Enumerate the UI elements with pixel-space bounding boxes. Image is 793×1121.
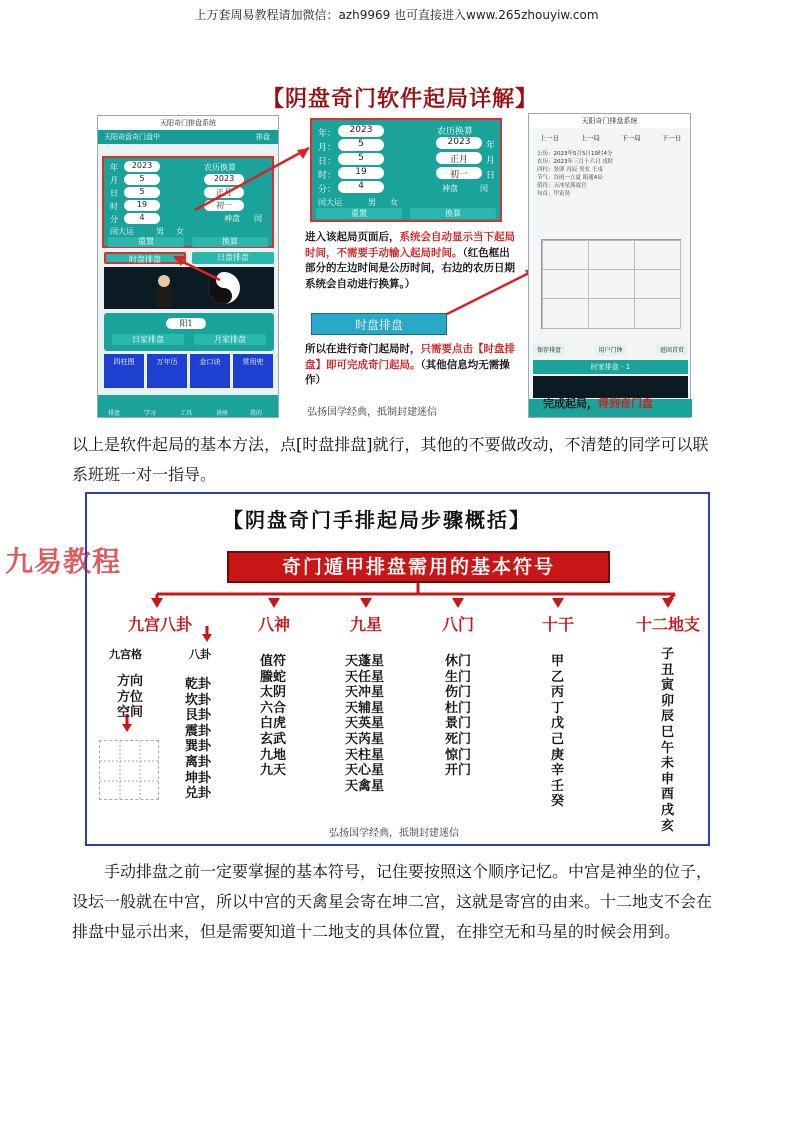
label-year: 年：: [318, 129, 337, 139]
door-item: 死门: [445, 731, 472, 747]
option-female[interactable]: 女: [176, 227, 184, 236]
label-hour: 时：: [318, 171, 337, 181]
qimen-chart-grid: [541, 239, 681, 329]
day-pan-button[interactable]: 日盘排盘: [192, 252, 274, 264]
stem-item: 甲: [551, 654, 565, 669]
category-eight-doors: 八门: [441, 615, 474, 634]
branch-item: 戌: [661, 802, 675, 818]
branch-item: 丑: [661, 662, 675, 678]
big-option-dayun[interactable]: 闰大运: [318, 198, 342, 207]
grid-lines: [100, 741, 160, 801]
palace-item: 方位: [117, 689, 144, 705]
tool-button-calendar[interactable]: 万年历: [147, 354, 187, 388]
door-item: 开门: [445, 763, 472, 779]
big-month-field[interactable]: 5: [338, 139, 384, 151]
god-item: 值符: [260, 654, 287, 669]
year-field[interactable]: 2023: [124, 161, 160, 172]
header-note: 上万套周易教程请加微信：azh9969 也可直接进入www.265zhouyiw.com: [194, 8, 599, 22]
tool-button-sizhu[interactable]: 四柱图: [104, 354, 144, 388]
big-convert-button[interactable]: 换算: [410, 208, 496, 219]
annotation-paragraph-1: [305, 230, 517, 292]
big-hour-field[interactable]: 19: [338, 167, 384, 179]
zoomed-date-form: [310, 118, 502, 222]
branch-item: 申: [661, 771, 675, 787]
prev-day-button[interactable]: 上一日: [539, 133, 560, 142]
star-item: 天芮星: [345, 731, 385, 747]
done-note-a: 完成起局，: [543, 397, 598, 410]
trigram-item: 巽卦: [185, 739, 212, 755]
unit-day: 日: [110, 189, 118, 198]
big-minute-field[interactable]: 4: [338, 181, 384, 193]
branch-item: 亥: [661, 818, 675, 834]
category-palace-trigram: 九宫八卦: [127, 615, 192, 634]
stem-item: 丙: [551, 685, 565, 701]
yuejia-pan-button[interactable]: 月家排盘: [194, 334, 266, 345]
trigram-item: 坤卦: [185, 770, 212, 786]
god-item: 玄武: [260, 731, 287, 747]
palace-items: [117, 674, 143, 721]
god-item: 太阴: [260, 685, 287, 701]
big-option-female[interactable]: 女: [390, 198, 398, 207]
lunar-label: 农历换算: [204, 163, 236, 172]
unit-minute: 分: [110, 215, 118, 224]
god-item: 白虎: [260, 716, 287, 732]
month-field[interactable]: 5: [124, 174, 160, 185]
result-nav: [529, 130, 692, 144]
app-title: 天阳奇门排盘系统: [98, 116, 278, 130]
info-line: 农历：2023年三月十六日 戌时: [537, 159, 614, 165]
time-pan-button-left[interactable]: 时盘排盘: [104, 252, 186, 264]
god-item: 螣蛇: [260, 669, 287, 685]
stem-item: 壬: [551, 778, 565, 794]
paragraph-2: 手动排盘之前一定要掌握的基本符号，记住要按照这个顺序记忆。中宫是神坐的位子，设坛一般就在中宫，所以中宫的天禽星会寄在坤二宫，这就是寄宫的由来。十二地支不会在排盘中显示出来，但是需要知道十二地支的具体位置，在排空无和马星的时候会用到。: [72, 862, 713, 941]
star-item: 天辅星: [345, 700, 385, 716]
label-minute: 分：: [318, 185, 337, 195]
stem-item: 己: [551, 731, 565, 747]
category-eight-gods: 八神: [257, 615, 290, 634]
big-option-shenpan[interactable]: 神盘: [442, 184, 458, 193]
category-ten-stems: 十干: [541, 615, 574, 634]
annotation-2a: 所以在进行奇门起局时，: [305, 343, 421, 355]
symbols-banner: 奇门遁甲排盘需用的基本符号: [227, 551, 610, 583]
home-button[interactable]: 返回首页: [656, 344, 688, 356]
big-unit-day: 日: [486, 171, 496, 181]
save-pan-button[interactable]: 保存排盘: [533, 344, 565, 356]
done-note: [543, 395, 653, 411]
branch-item: 卯: [661, 693, 675, 709]
god-item: 六合: [260, 700, 287, 716]
nine-stars-list: [345, 654, 384, 794]
nav-item-1[interactable]: 排盘: [108, 410, 121, 417]
label-month: 月：: [318, 143, 337, 153]
result-bar: 时家排盘 - 1: [533, 360, 688, 374]
annotation-1-red: 系统会自动显示当下起局时间，不需要手动输入起局时间。: [305, 231, 515, 259]
option-run[interactable]: 闰: [254, 214, 262, 223]
annotation-2-red: 只需要点击【时盘排盘】即可完成奇门起局。: [305, 343, 515, 371]
category-nine-stars: 九星: [349, 615, 382, 634]
app-tab-right: 排盘: [256, 133, 270, 141]
info-line: 节气：谷雨一立夏 阳遁4局: [537, 175, 603, 181]
palace-item: 方向: [117, 674, 144, 689]
stem-item: 戊: [551, 716, 565, 732]
lunar-year[interactable]: 2023: [204, 174, 244, 185]
star-item: 天英星: [345, 716, 385, 732]
trigram-item: 兑卦: [185, 786, 212, 802]
tool-button-jinkou[interactable]: 金口诀: [190, 354, 230, 388]
door-item: 休门: [445, 654, 472, 669]
door-item: 杜门: [445, 700, 472, 716]
branch-item: 辰: [661, 709, 675, 725]
trigram-item: 乾卦: [185, 677, 212, 692]
annotation-paragraph-2: [305, 342, 517, 389]
big-lunar-label: 农历换算: [437, 127, 474, 137]
nav-item-2[interactable]: 学习: [144, 410, 157, 417]
prev-ju-button[interactable]: 上一局: [580, 133, 600, 142]
big-option-run[interactable]: 闰: [480, 184, 488, 193]
branch-item: 巳: [661, 724, 675, 740]
day-field[interactable]: 5: [124, 187, 160, 198]
info-line: 四柱：癸卯 丙辰 癸亥 壬戌: [537, 167, 603, 173]
slogan-2: 弘扬国学经典，抵制封建迷信: [329, 828, 459, 839]
stem-item: 癸: [551, 794, 565, 810]
software-figure: [95, 80, 695, 425]
reset-button[interactable]: 重置: [108, 237, 184, 247]
door-item: 景门: [445, 716, 472, 732]
nav-item-5[interactable]: 我的: [250, 410, 263, 417]
result-actions: [533, 344, 688, 356]
branch-item: 午: [661, 740, 675, 756]
big-option-male[interactable]: 男: [368, 198, 376, 207]
option-dayun[interactable]: 闰大运: [110, 227, 134, 236]
door-item: 伤门: [445, 685, 472, 701]
right-phone-screenshot: [528, 113, 691, 418]
branch-item: 酉: [661, 787, 675, 803]
trigram-list: [185, 677, 211, 802]
next-ju-button[interactable]: 下一局: [621, 133, 641, 142]
star-item: 天禽星: [345, 778, 385, 794]
nav-item-3[interactable]: 工具: [180, 410, 193, 417]
option-shenpan[interactable]: 神盘: [224, 214, 240, 223]
trigram-item: 艮卦: [185, 708, 212, 724]
label-day: 日：: [318, 157, 337, 167]
symbols-figure: [85, 492, 710, 846]
category-twelve-branches: 十二地支: [635, 615, 700, 634]
nav-item-4[interactable]: 讲座: [216, 410, 229, 417]
god-item: 九天: [260, 763, 287, 779]
symbols-figure-title: 【阴盘奇门手排起局步骤概括】: [223, 508, 531, 532]
info-line: 公历：2023年5月5日19时4分: [537, 151, 613, 157]
minute-field[interactable]: 4: [124, 213, 160, 224]
eight-gods-list: [260, 654, 286, 779]
unit-month: 月: [110, 176, 118, 185]
slogan-1: 弘扬国学经典，抵制封建迷信: [307, 407, 437, 418]
big-year-field[interactable]: 2023: [338, 125, 384, 137]
pan-select[interactable]: 阳1: [166, 318, 206, 329]
big-lunar-month[interactable]: 正月: [436, 152, 482, 164]
nine-palace-grid: [99, 740, 159, 800]
branch-item: 未: [661, 756, 675, 772]
lunar-month[interactable]: 正月: [204, 187, 244, 198]
door-item: 惊门: [445, 747, 472, 763]
next-day-button[interactable]: 下一日: [661, 133, 682, 142]
god-item: 九地: [260, 747, 287, 763]
star-item: 天蓬星: [345, 654, 385, 669]
branch-item: 寅: [661, 678, 675, 694]
trigram-item: 离卦: [185, 754, 212, 770]
eight-doors-list: [445, 654, 471, 779]
big-lunar-day[interactable]: 初一: [436, 167, 482, 179]
ten-stems-list: [551, 654, 564, 810]
paragraph-1: 以上是软件起局的基本方法，点[时盘排盘]就行，其他的不要做改动，不清楚的同学可以联系班班一对一指导。: [72, 435, 709, 484]
big-unit-year: 年: [486, 141, 496, 151]
software-figure-title: 【阴盘奇门软件起局详解】: [261, 87, 538, 112]
annotation-1b: （红色框出部分的左边时间是公历时间，右边的农历日期系统会自动进行换算。）: [305, 246, 515, 290]
star-item: 天任星: [345, 669, 385, 685]
stem-item: 庚: [551, 747, 565, 763]
branch-item: 子: [661, 647, 675, 662]
info-line: 值符：天冲星落震宫: [537, 183, 587, 189]
lunar-day[interactable]: 初一: [204, 200, 244, 211]
info-line: 旬首：甲寅癸: [537, 191, 571, 197]
door-item: 生门: [445, 669, 472, 685]
star-item: 天柱星: [345, 747, 385, 763]
result-app-title: 天阳奇门排盘系统: [529, 114, 690, 128]
app-tab-label: 天阳奇盘奇门盘中: [104, 133, 160, 141]
trigram-item: 震卦: [185, 723, 212, 739]
arrow-to-form: [195, 148, 309, 210]
big-reset-button[interactable]: 重置: [316, 208, 402, 219]
tool-button-common[interactable]: 常用兜: [233, 354, 273, 388]
annotation-2b: （其他信息均无需操作）: [305, 358, 510, 386]
hour-field[interactable]: 19: [124, 200, 160, 211]
option-male[interactable]: 男: [156, 227, 164, 236]
stem-item: 乙: [551, 669, 565, 685]
time-pan-button[interactable]: 时盘排盘: [311, 313, 447, 335]
unit-year: 年: [110, 163, 118, 172]
star-item: 天冲星: [345, 685, 385, 701]
big-lunar-year[interactable]: 2023: [436, 137, 482, 149]
watermark-logo: 九易教程: [5, 545, 122, 578]
user-door-button[interactable]: 用户门钟: [594, 344, 626, 356]
palace-item: 空间: [117, 705, 144, 721]
unit-hour: 时: [110, 202, 118, 211]
star-item: 天心星: [345, 763, 385, 779]
rijia-pan-button[interactable]: 日家排盘: [112, 334, 184, 345]
big-day-field[interactable]: 5: [338, 153, 384, 165]
branch-connectors: [87, 494, 712, 848]
result-info: [537, 150, 687, 198]
annotation-1a: 进入该起局页面后，: [305, 231, 400, 243]
stem-item: 丁: [551, 700, 565, 716]
convert-button[interactable]: 换算: [192, 237, 268, 247]
stem-item: 辛: [551, 763, 565, 779]
big-unit-month: 月: [486, 156, 496, 166]
trigram-label: 八卦: [189, 648, 211, 661]
done-note-red: 得到奇门盘: [598, 397, 653, 410]
twelve-branches-list: [661, 647, 674, 834]
trigram-item: 坎卦: [185, 692, 212, 708]
palace-label: 九宫格: [109, 648, 142, 661]
